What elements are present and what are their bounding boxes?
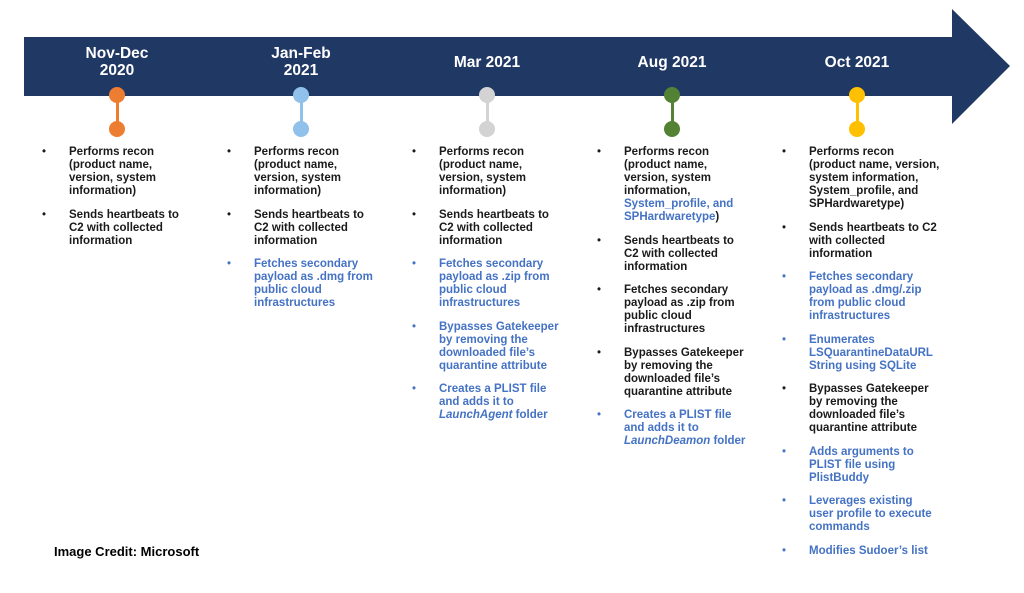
marker-dot-bottom	[109, 121, 125, 137]
activity-text: )	[715, 211, 720, 223]
activity-text: folder	[512, 409, 548, 421]
marker-dot-top	[109, 87, 125, 103]
activity-text: Performs recon (product name, version, system information)	[254, 146, 341, 197]
activity-text: System_profile, and SPHardwaretype	[624, 198, 734, 223]
activity-item	[412, 383, 562, 422]
activity-text: Creates a PLIST file and adds it to	[624, 409, 732, 434]
activity-text: Sends heartbeats to C2 with collected information	[254, 208, 364, 247]
activity-text: Performs recon (product name, version, system information,	[624, 146, 711, 197]
activity-text: Leverages existing user profile to execute commands	[809, 495, 932, 533]
activity-item	[227, 258, 377, 310]
activity-item	[782, 271, 940, 323]
activity-item	[782, 146, 940, 211]
activity-text: Fetches secondary payload as .zip from public cloud infrastructures	[624, 284, 735, 335]
activity-text: Fetches secondary payload as .dmg/.zip from public cloud infrastructures	[809, 271, 922, 322]
period-label: Oct 2021	[824, 53, 890, 71]
activity-item	[42, 146, 192, 198]
activity-text: Performs recon (product name, version, system information)	[69, 146, 156, 197]
activity-text: Sends heartbeats to C2 with collected information	[69, 208, 179, 247]
marker-dot-bottom	[293, 121, 309, 137]
activity-item	[597, 347, 747, 399]
activity-text: Sends heartbeats to C2 with collected information	[439, 208, 549, 247]
activity-item	[412, 321, 562, 373]
activity-list	[412, 146, 562, 433]
image-credit: Image Credit: Microsoft	[54, 544, 200, 559]
period-label: Nov-Dec 2020	[85, 45, 149, 79]
activity-item	[412, 258, 562, 310]
activity-item	[227, 146, 377, 198]
activity-list	[227, 146, 377, 321]
activity-text: Bypasses Gatekeeper by removing the downloaded file’s quarantine attribute	[809, 383, 929, 434]
marker-dot-top	[849, 87, 865, 103]
activity-list	[597, 146, 747, 459]
activity-item	[782, 545, 940, 558]
activity-text: Modifies Sudoer’s list	[809, 544, 928, 557]
activity-text: Bypasses Gatekeeper by removing the downloaded file’s quarantine attribute	[439, 320, 559, 372]
activity-text: folder	[710, 435, 746, 447]
activity-list	[782, 146, 940, 568]
activity-text: Bypasses Gatekeeper by removing the downloaded file’s quarantine attribute	[624, 346, 744, 398]
activity-item	[597, 284, 747, 336]
activity-text: Sends heartbeats to C2 with collected information	[624, 234, 734, 273]
activity-item	[42, 209, 192, 248]
activity-text: LaunchAgent	[439, 409, 513, 421]
marker-dot-bottom	[664, 121, 680, 137]
activity-text: Enumerates LSQuarantineDataURL String using SQLite	[809, 333, 933, 372]
activity-item	[597, 235, 747, 274]
marker-dot-bottom	[849, 121, 865, 137]
period-label: Mar 2021	[453, 53, 521, 71]
activity-item	[782, 222, 940, 261]
period-label: Jan-Feb 2021	[271, 45, 331, 79]
activity-item	[412, 209, 562, 248]
activity-item	[412, 146, 562, 198]
activity-list	[42, 146, 192, 258]
activity-item	[597, 409, 747, 448]
activity-item	[782, 383, 940, 435]
activity-text: Fetches secondary payload as .dmg from public cloud infrastructures	[254, 258, 373, 309]
activity-item	[782, 446, 940, 485]
marker-dot-top	[664, 87, 680, 103]
activity-item	[782, 495, 940, 534]
activity-item	[782, 334, 940, 373]
marker-dot-top	[479, 87, 495, 103]
marker-dot-top	[293, 87, 309, 103]
marker-dot-bottom	[479, 121, 495, 137]
activity-item	[597, 146, 747, 224]
activity-text: Creates a PLIST file and adds it to	[439, 383, 547, 408]
activity-text: Performs recon (product name, version, system information, System_profile, and SPHardwaretype)	[809, 146, 940, 210]
activity-text: Fetches secondary payload as .zip from public cloud infrastructures	[439, 258, 550, 309]
activity-item	[227, 209, 377, 248]
activity-text: Performs recon (product name, version, system information)	[439, 146, 526, 197]
activity-text: Sends heartbeats to C2 with collected information	[809, 221, 937, 260]
activity-text: LaunchDeamon	[624, 435, 711, 447]
activity-text: Adds arguments to PLIST file using PlistBuddy	[809, 445, 914, 484]
period-label: Aug 2021	[637, 53, 707, 71]
